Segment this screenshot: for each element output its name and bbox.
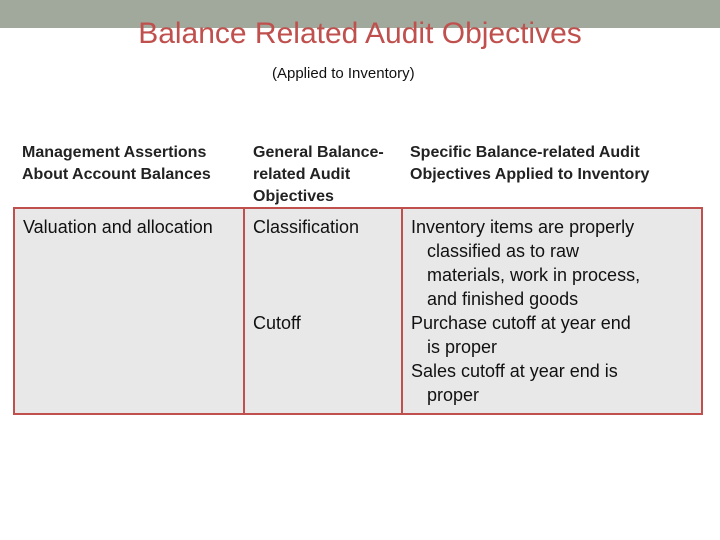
specific-objective-line: proper: [427, 385, 480, 405]
specific-objective-line: Purchase cutoff at year end: [411, 313, 631, 333]
slide-title: Balance Related Audit Objectives: [138, 17, 582, 50]
header-management-assertions: Management Assertions About Account Balances: [22, 144, 211, 183]
specific-objective-line: materials, work in process,: [427, 265, 641, 285]
specific-objective-line: and finished goods: [427, 289, 579, 309]
header-specific-objectives: Specific Balance-related Audit Objectives Applied to Inventory: [410, 144, 650, 183]
specific-objective-line: Sales cutoff at year end is: [411, 361, 618, 381]
slide-subtitle: (Applied to Inventory): [272, 65, 415, 82]
specific-objectives-cell: [411, 215, 701, 407]
specific-objective-line: is proper: [427, 337, 498, 357]
general-objective-classification: Classification: [253, 217, 360, 237]
general-objective-cutoff: Cutoff: [253, 313, 301, 333]
specific-objective-line: classified as to raw: [427, 241, 580, 261]
objectives-table: [13, 207, 703, 415]
specific-objective-line: Inventory items are properly: [411, 217, 635, 237]
assertion-cell: Valuation and allocation: [23, 217, 213, 237]
column-divider: [243, 209, 245, 413]
header-general-objectives: General Balance-related Audit Objectives: [253, 144, 384, 205]
